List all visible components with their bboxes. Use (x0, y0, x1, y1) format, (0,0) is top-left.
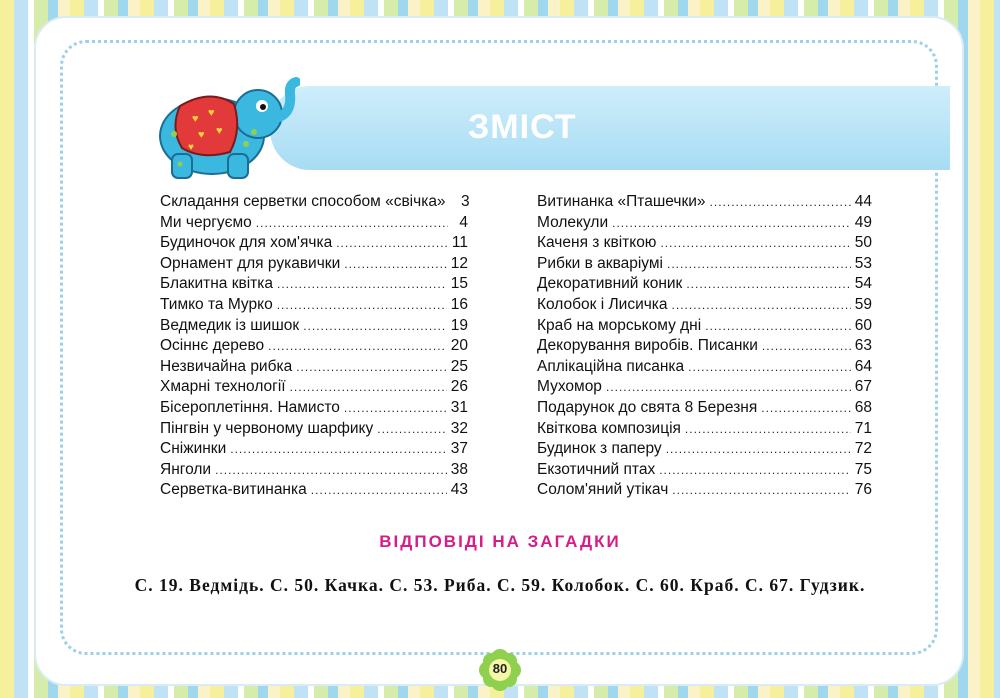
toc-entry-title: Бісероплетіння. Намисто (160, 398, 340, 416)
svg-text:♥: ♥ (216, 125, 223, 137)
toc-leader-dots (268, 336, 447, 357)
toc-leader-dots (660, 233, 850, 254)
toc-entry-page: 16 (450, 295, 468, 313)
toc-entry-page: 12 (450, 254, 468, 272)
toc-leader-dots (705, 316, 851, 337)
toc-entry-page: 59 (854, 295, 872, 313)
toc-leader-dots (666, 439, 851, 460)
toc-entry-title: Рибки в акваріумі (537, 254, 663, 272)
toc-leader-dots (672, 480, 850, 501)
toc-entry (160, 480, 468, 501)
toc-entry-page: 67 (854, 378, 872, 396)
svg-text:♥: ♥ (188, 142, 194, 153)
toc-entry-title: Тимко та Мурко (160, 295, 273, 313)
toc-entry (537, 316, 872, 337)
toc-entry-title: Мухомор (537, 378, 602, 396)
toc-entry-title: Будинок з паперу (537, 440, 662, 458)
toc-entry-page: 31 (450, 398, 468, 416)
toc-entry-page: 68 (854, 398, 872, 416)
toc-entry-page: 20 (450, 337, 468, 355)
toc-entry-page: 54 (854, 275, 872, 293)
toc-entry (160, 336, 468, 357)
toc-entry (537, 213, 872, 234)
toc-entry (160, 460, 468, 481)
toc-entry (160, 192, 468, 213)
toc-entry-title: Будиночок для хом'ячка (160, 234, 333, 252)
toc-leader-dots (710, 192, 851, 213)
toc-entry-title: Янголи (160, 460, 212, 478)
toc-entry-title: Серветка-витинанка (160, 481, 307, 499)
toc-leader-dots (612, 213, 851, 234)
toc-entry-page: 49 (854, 213, 872, 231)
toc-entry-page: 63 (854, 337, 872, 355)
toc-leader-dots (215, 460, 447, 481)
toc-leader-dots (290, 377, 447, 398)
toc-entry-title: Пінгвін у червоному шарфику (160, 419, 374, 437)
toc-entry-page: 53 (854, 254, 872, 272)
toc-leader-dots (344, 254, 447, 275)
toc-entry-title: Аплікаційна писанка (537, 357, 685, 375)
toc-entry (537, 460, 872, 481)
toc-leader-dots (377, 419, 446, 440)
toc-entry-page: 11 (451, 234, 468, 252)
toc-entry-page: 3 (460, 193, 470, 210)
toc-entry-title: Краб на морському дні (537, 316, 702, 334)
toc-entry-title: Каченя з квіткою (537, 234, 657, 252)
toc-entry-page: 71 (854, 419, 872, 437)
toc-entry (537, 480, 872, 501)
toc-entry (160, 274, 468, 295)
toc-entry-page: 76 (854, 481, 872, 499)
toc-entry-title: Хмарні технології (160, 378, 286, 396)
toc-entry (160, 295, 468, 316)
toc-leader-dots (686, 274, 850, 295)
toc-entry-page: 72 (854, 440, 872, 458)
toc-entry (537, 357, 872, 378)
header (150, 80, 940, 180)
toc-entry-title: Солом'яний утікач (537, 481, 669, 499)
toc-entry (537, 295, 872, 316)
toc-entry-title: Блакитна квітка (160, 275, 273, 293)
svg-text:♥: ♥ (198, 129, 205, 141)
answers-title: ВІДПОВІДІ НА ЗАГАДКИ (379, 532, 621, 551)
toc-entry-page: 25 (450, 357, 468, 375)
toc-entry-page: 43 (450, 481, 468, 499)
toc-entry-page: 44 (854, 193, 872, 210)
toc-leader-dots (311, 480, 447, 501)
toc-left-column (160, 192, 468, 501)
toc-leader-dots (344, 398, 447, 419)
toc-entry-page: 64 (854, 357, 872, 375)
toc-entry-title: Осіннє дерево (160, 337, 265, 355)
toc-entry-title: Складання серветки способом «свічка» (160, 193, 446, 210)
toc-leader-dots (256, 213, 448, 234)
toc-entry (160, 439, 468, 460)
toc-leader-dots (277, 274, 447, 295)
toc-entry-page: 4 (459, 213, 468, 231)
toc-entry-page: 26 (450, 378, 468, 396)
toc-leader-dots (303, 316, 447, 337)
toc-entry-page: 50 (854, 234, 872, 252)
toc-entry-page: 15 (450, 275, 468, 293)
toc-entry (160, 316, 468, 337)
page-number-badge (478, 648, 522, 692)
title-banner (270, 86, 950, 170)
toc-leader-dots (336, 233, 448, 254)
toc-entry (537, 377, 872, 398)
toc-leader-dots (667, 254, 851, 275)
toc-entry-title: Декорування виробів. Писанки (537, 337, 758, 355)
toc-entry (160, 398, 468, 419)
toc-entry-page: 38 (450, 460, 468, 478)
toc-entry-page: 60 (854, 316, 872, 334)
page-number: 80 (492, 661, 508, 676)
toc-entry-title: Декоративний коник (537, 275, 683, 293)
toc-entry (537, 233, 872, 254)
svg-text:♥: ♥ (192, 113, 199, 125)
toc-leader-dots (685, 419, 851, 440)
toc-entry-title: Ведмедик із шишок (160, 316, 300, 334)
toc-entry-page: 37 (450, 440, 468, 458)
toc-leader-dots (296, 357, 447, 378)
toc-entry-title: Орнамент для рукавички (160, 254, 341, 272)
toc-entry (537, 439, 872, 460)
toc-entry-page: 32 (450, 419, 468, 437)
toc-entry (537, 274, 872, 295)
toc-entry (160, 233, 468, 254)
toc-entry-title: Незвичайна рибка (160, 357, 293, 375)
toc-leader-dots (659, 460, 851, 481)
toc-leader-dots (688, 357, 851, 378)
toc-entry (160, 254, 468, 275)
toc-right-column (537, 192, 872, 501)
toc-leader-dots (606, 377, 851, 398)
toc-entry (160, 419, 468, 440)
toc-entry (537, 398, 872, 419)
toc-entry-title: Сніжинки (160, 440, 227, 458)
toc-entry-title: Витинанка «Пташечки» (537, 193, 706, 210)
toc-entry-title: Ми чергуємо (160, 213, 252, 231)
toc-leader-dots (672, 295, 851, 316)
toc-entry-title: Подарунок до свята 8 Березня (537, 398, 758, 416)
answers-text: С. 19. Ведмідь. С. 50. Качка. С. 53. Риба. С. 59. Колобок. С. 60. Краб. С. 67. Гудзик. (134, 575, 866, 595)
svg-text:♥: ♥ (208, 107, 215, 119)
toc-entry-page: 19 (450, 316, 468, 334)
toc-entry (537, 192, 872, 213)
toc-entry (160, 357, 468, 378)
toc-entry-title: Екзотичний птах (537, 460, 656, 478)
toc-entry (537, 254, 872, 275)
toc-entry (537, 336, 872, 357)
toc-leader-dots (761, 398, 850, 419)
toc-entry (160, 377, 468, 398)
elephant-icon (150, 74, 300, 184)
toc-entry-title: Колобок і Лисичка (537, 295, 668, 313)
toc-entry-page: 75 (854, 460, 872, 478)
page-title: ЗМІСТ (468, 108, 577, 146)
toc-entry-title: Квіткова композиція (537, 419, 681, 437)
toc-leader-dots (277, 295, 447, 316)
toc-leader-dots (230, 439, 447, 460)
toc-entry (160, 213, 468, 234)
toc-entry-title: Молекули (537, 213, 609, 231)
toc-leader-dots (762, 336, 851, 357)
toc-entry (537, 419, 872, 440)
